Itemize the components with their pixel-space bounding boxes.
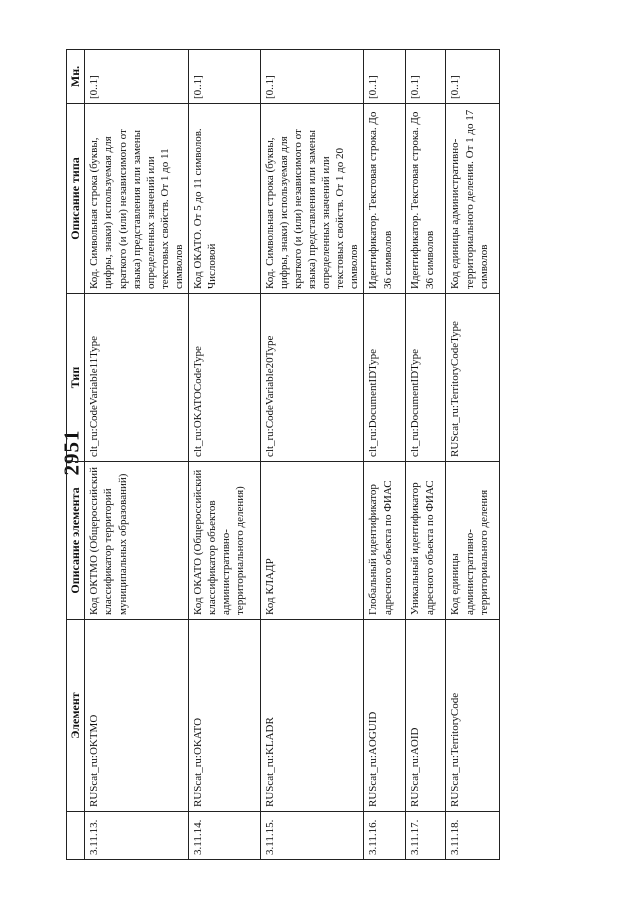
type-description: Код ОКАТО. От 5 до 11 символов. Числовой [188, 104, 260, 294]
header-element-description: Описание элемента [67, 462, 85, 620]
element-description: Глобальный идентификатор адресного объекта по ФИАС [364, 462, 406, 620]
element-name: RUScat_ru:KLADR [260, 620, 364, 812]
type-description: Идентификатор. Текстовая строка. До 36 символов [406, 104, 446, 294]
page-number: 2951 [59, 429, 84, 476]
element-name: RUScat_ru:AOGUID [364, 620, 406, 812]
element-description: Код КЛАДР [260, 462, 364, 620]
multiplicity: [0..1] [260, 50, 364, 104]
type-name: clt_ru:DocumentIDType [406, 294, 446, 462]
type-name: RUScat_ru:TerritoryCodeType [446, 294, 500, 462]
multiplicity: [0..1] [446, 50, 500, 104]
type-description: Код единицы административно-территориального деления. От 1 до 17 символов [446, 104, 500, 294]
element-description: Уникальный идентификатор адресного объекта по ФИАС [406, 462, 446, 620]
type-name: clt_ru:OKATOCodeType [188, 294, 260, 462]
element-name: RUScat_ru:OKTMO [85, 620, 189, 812]
header-num [67, 812, 85, 860]
row-number: 3.11.18. [446, 812, 500, 860]
multiplicity: [0..1] [406, 50, 446, 104]
type-description: Код. Символьная строка (буквы, цифры, знаки) используемая для краткого (и (или) независимого от языка) представления или замены определенных значений или текстовых свойств. От 1 до 20 символов [260, 104, 364, 294]
header-element: Элемент [67, 620, 85, 812]
rotated-table-container [66, 50, 496, 860]
table-header-row [67, 50, 85, 860]
table-row [406, 50, 446, 860]
type-description: Код. Символьная строка (буквы, цифры, знаки) используемая для краткого (и (или) независимого от языка) представления или замены определенных значений или текстовых свойств. От 1 до 11 символов [85, 104, 189, 294]
type-description: Идентификатор. Текстовая строка. До 36 символов [364, 104, 406, 294]
row-number: 3.11.17. [406, 812, 446, 860]
row-number: 3.11.16. [364, 812, 406, 860]
multiplicity: [0..1] [188, 50, 260, 104]
header-type-description: Описание типа [67, 104, 85, 294]
row-number: 3.11.15. [260, 812, 364, 860]
element-description: Код единицы административно-территориального деления [446, 462, 500, 620]
element-name: RUScat_ru:AOID [406, 620, 446, 812]
spec-table [66, 49, 500, 860]
header-multiplicity: Мн. [67, 50, 85, 104]
row-number: 3.11.14. [188, 812, 260, 860]
element-name: RUScat_ru:OKATO [188, 620, 260, 812]
table-row [188, 50, 260, 860]
multiplicity: [0..1] [85, 50, 189, 104]
table-row [85, 50, 189, 860]
type-name: clt_ru:DocumentIDType [364, 294, 406, 462]
element-description: Код ОКТМО (Общероссийский классификатор территорий муниципальных образований) [85, 462, 189, 620]
header-type: Тип [67, 294, 85, 462]
row-number: 3.11.13. [85, 812, 189, 860]
element-name: RUScat_ru:TerritoryCode [446, 620, 500, 812]
table-row [260, 50, 364, 860]
table-row [364, 50, 406, 860]
multiplicity: [0..1] [364, 50, 406, 104]
type-name: clt_ru:CodeVariable20Type [260, 294, 364, 462]
type-name: clt_ru:CodeVariable11Type [85, 294, 189, 462]
table-row [446, 50, 500, 860]
element-description: Код ОКАТО (Общероссийский классификатор объектов административно-территориального деления) [188, 462, 260, 620]
